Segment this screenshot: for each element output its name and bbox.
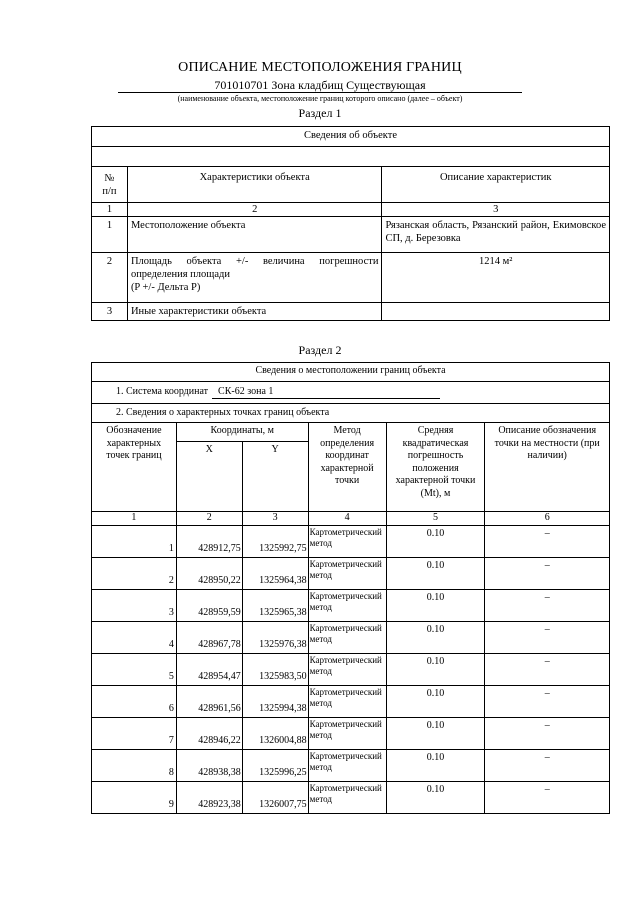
table-row bbox=[92, 303, 610, 321]
section1-label: Раздел 1 bbox=[298, 106, 342, 120]
row-char: Площадь объекта +/- величина погрешности определения площади (P +/- Дельта P) bbox=[127, 253, 382, 303]
point-number: 6 bbox=[92, 686, 177, 718]
point-note: – bbox=[485, 686, 610, 718]
table-row bbox=[92, 782, 610, 814]
coord-system-value: СК-62 зона 1 bbox=[212, 386, 440, 400]
point-note: – bbox=[485, 750, 610, 782]
table-row bbox=[92, 622, 610, 654]
point-y: 1325983,50 bbox=[242, 654, 308, 686]
table-row bbox=[92, 718, 610, 750]
row-char: Местоположение объекта bbox=[127, 217, 382, 253]
point-x: 428923,38 bbox=[176, 782, 242, 814]
table-row bbox=[92, 686, 610, 718]
table-row bbox=[92, 654, 610, 686]
document-title: ОПИСАНИЕ МЕСТОПОЛОЖЕНИЯ ГРАНИЦ bbox=[178, 60, 462, 75]
point-note: – bbox=[485, 590, 610, 622]
points-heading: 2. Сведения о характерных точках границ объекта bbox=[92, 404, 610, 423]
point-error: 0.10 bbox=[386, 622, 485, 654]
row-desc: 1214 м² bbox=[382, 253, 610, 303]
point-method: Картометрический метод bbox=[308, 590, 386, 622]
point-error: 0.10 bbox=[386, 558, 485, 590]
col-y-header: Y bbox=[242, 442, 308, 512]
row-no: 1 bbox=[92, 217, 128, 253]
point-method: Картометрический метод bbox=[308, 782, 386, 814]
table-row bbox=[92, 558, 610, 590]
row-no: 3 bbox=[92, 303, 128, 321]
point-method: Картометрический метод bbox=[308, 750, 386, 782]
col-note-header: Описание обозначения точки на местности (при наличии) bbox=[485, 423, 610, 512]
point-x: 428959,59 bbox=[176, 590, 242, 622]
point-y: 1326007,75 bbox=[242, 782, 308, 814]
object-info-heading: Сведения об объекте bbox=[92, 127, 610, 147]
point-number: 3 bbox=[92, 590, 177, 622]
index-cell: 3 bbox=[242, 512, 308, 526]
point-number: 2 bbox=[92, 558, 177, 590]
point-number: 7 bbox=[92, 718, 177, 750]
point-number: 1 bbox=[92, 526, 177, 558]
col-designation-header: Обозначение характерных точек границ bbox=[92, 423, 177, 512]
empty-row bbox=[92, 147, 610, 167]
index-cell: 1 bbox=[92, 203, 128, 217]
row-desc: Рязанская область, Рязанский район, Екимовское СП, д. Березовка bbox=[382, 217, 610, 253]
object-name-caption: (наименование объекта, местоположение границ которого описано (далее – объект) bbox=[177, 94, 463, 103]
col-method-header: Метод определения координат характерной точки bbox=[308, 423, 386, 512]
point-number: 8 bbox=[92, 750, 177, 782]
row-desc bbox=[382, 303, 610, 321]
table-row bbox=[92, 526, 610, 558]
point-method: Картометрический метод bbox=[308, 526, 386, 558]
point-error: 0.10 bbox=[386, 718, 485, 750]
boundary-points-table bbox=[91, 362, 610, 814]
point-y: 1325992,75 bbox=[242, 526, 308, 558]
index-cell: 2 bbox=[176, 512, 242, 526]
point-note: – bbox=[485, 622, 610, 654]
index-cell: 6 bbox=[485, 512, 610, 526]
col-char-header: Характеристики объекта bbox=[127, 167, 382, 203]
point-number: 9 bbox=[92, 782, 177, 814]
point-x: 428954,47 bbox=[176, 654, 242, 686]
point-y: 1325996,25 bbox=[242, 750, 308, 782]
point-note: – bbox=[485, 526, 610, 558]
point-method: Картометрический метод bbox=[308, 558, 386, 590]
index-cell: 1 bbox=[92, 512, 177, 526]
col-coords-header: Координаты, м bbox=[176, 423, 308, 442]
point-y: 1325965,38 bbox=[242, 590, 308, 622]
boundaries-heading: Сведения о местоположении границ объекта bbox=[92, 363, 610, 382]
object-name: 701010701 Зона кладбищ Существующая bbox=[214, 78, 426, 92]
row-char: Иные характеристики объекта bbox=[127, 303, 382, 321]
col-desc-header: Описание характеристик bbox=[382, 167, 610, 203]
point-method: Картометрический метод bbox=[308, 718, 386, 750]
point-x: 428961,56 bbox=[176, 686, 242, 718]
table-row bbox=[92, 253, 610, 303]
point-note: – bbox=[485, 558, 610, 590]
point-error: 0.10 bbox=[386, 750, 485, 782]
point-y: 1325994,38 bbox=[242, 686, 308, 718]
point-y: 1326004,88 bbox=[242, 718, 308, 750]
table-row bbox=[92, 590, 610, 622]
point-method: Картометрический метод bbox=[308, 686, 386, 718]
col-x-header: X bbox=[176, 442, 242, 512]
index-cell: 2 bbox=[127, 203, 382, 217]
table-row bbox=[92, 217, 610, 253]
points-body bbox=[92, 526, 610, 814]
coord-system-row bbox=[92, 382, 610, 404]
point-y: 1325976,38 bbox=[242, 622, 308, 654]
table-row bbox=[92, 750, 610, 782]
point-x: 428967,78 bbox=[176, 622, 242, 654]
point-x: 428950,22 bbox=[176, 558, 242, 590]
point-error: 0.10 bbox=[386, 782, 485, 814]
point-x: 428912,75 bbox=[176, 526, 242, 558]
point-method: Картометрический метод bbox=[308, 622, 386, 654]
point-error: 0.10 bbox=[386, 686, 485, 718]
index-cell: 4 bbox=[308, 512, 386, 526]
section2-label: Раздел 2 bbox=[298, 343, 342, 357]
coord-system-label: 1. Система координат bbox=[116, 385, 209, 397]
point-note: – bbox=[485, 654, 610, 686]
object-name-line bbox=[118, 76, 522, 93]
point-note: – bbox=[485, 782, 610, 814]
point-error: 0.10 bbox=[386, 590, 485, 622]
point-number: 4 bbox=[92, 622, 177, 654]
point-number: 5 bbox=[92, 654, 177, 686]
index-cell: 5 bbox=[386, 512, 485, 526]
point-method: Картометрический метод bbox=[308, 654, 386, 686]
row-no: 2 bbox=[92, 253, 128, 303]
col-no-header: № п/п bbox=[92, 167, 128, 203]
index-cell: 3 bbox=[382, 203, 610, 217]
point-x: 428938,38 bbox=[176, 750, 242, 782]
object-info-table bbox=[91, 126, 610, 321]
point-note: – bbox=[485, 718, 610, 750]
point-error: 0.10 bbox=[386, 654, 485, 686]
point-x: 428946,22 bbox=[176, 718, 242, 750]
point-y: 1325964,38 bbox=[242, 558, 308, 590]
point-error: 0.10 bbox=[386, 526, 485, 558]
col-error-header: Средняя квадратическая погрешность положения характерной точки (Mt), м bbox=[386, 423, 485, 512]
